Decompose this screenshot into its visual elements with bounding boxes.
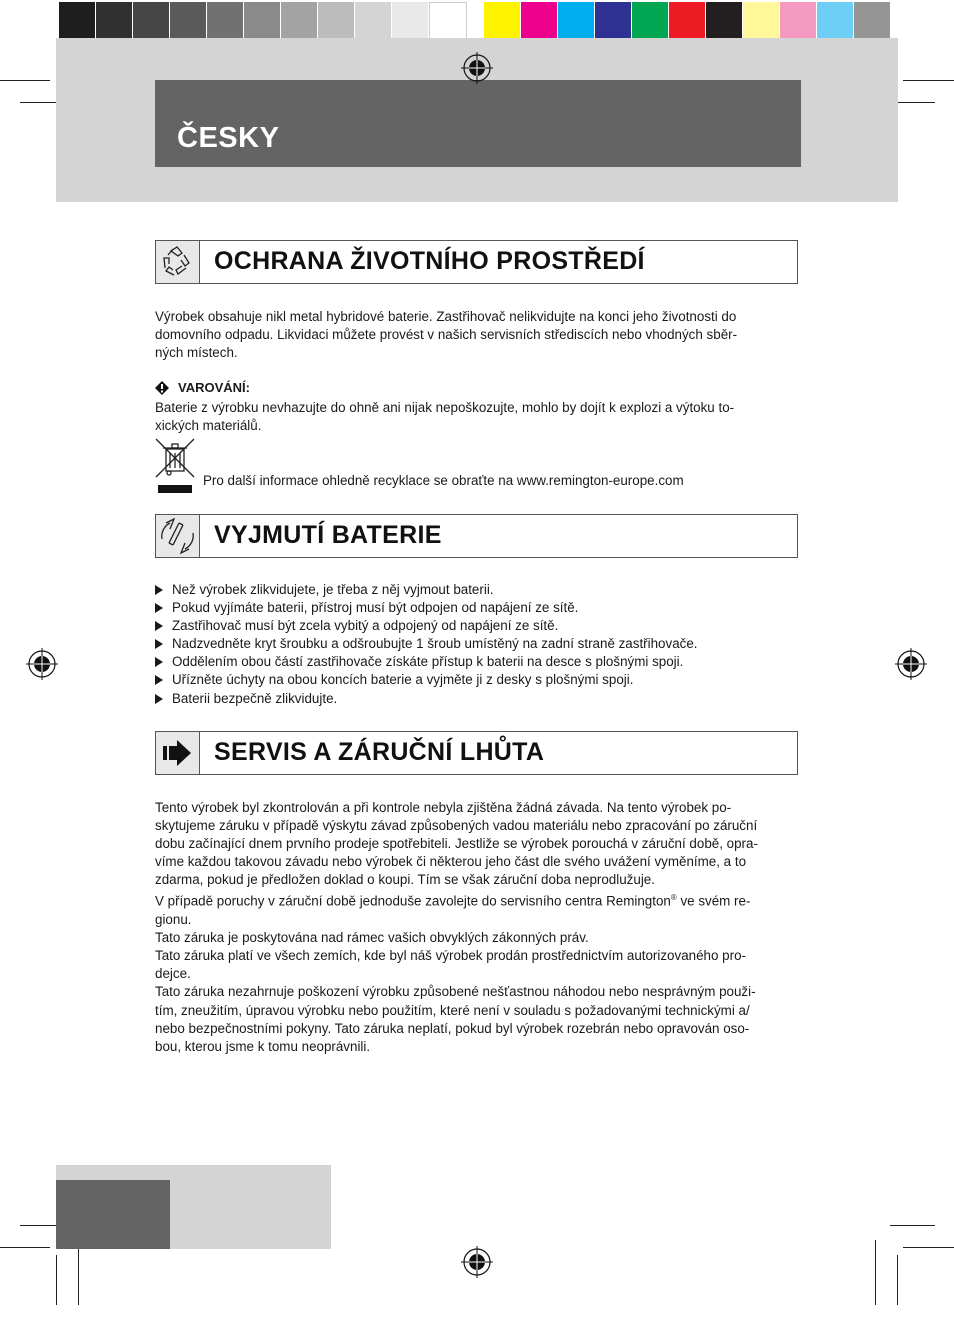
- crop-mark: [903, 1247, 954, 1248]
- bullet-arrow-icon: [155, 694, 163, 704]
- text-line: gionu.: [155, 912, 192, 928]
- list-item: [155, 581, 800, 599]
- text-line: bou, kterou jsme k tomu neoprávnili.: [155, 1038, 371, 1054]
- text-line: Baterie z výrobku nevhazujte do ohně ani nijak nepoškozujte, mohlo by dojít k explozi a výtoku to-: [155, 400, 735, 415]
- crossed-out-bin-icon: [154, 437, 196, 495]
- battery-steps-list: [155, 581, 800, 708]
- bullet-arrow-icon: [155, 639, 163, 649]
- crop-mark: [56, 1255, 57, 1305]
- crop-mark: [78, 1240, 79, 1305]
- bullet-arrow-icon: [155, 657, 163, 667]
- list-item-text: Uřízněte úchyty na obou koncích baterie a vyjměte ji z desky s plošnými spoji.: [172, 672, 634, 688]
- list-item: [155, 599, 800, 617]
- list-item-text: Oddělením obou částí zastřihovače získáte přístup k baterii na desce s plošnými spoji.: [172, 654, 684, 670]
- registration-mark-icon: [894, 647, 928, 681]
- color-swatch: [780, 2, 816, 38]
- color-swatch: [281, 2, 317, 38]
- warning-diamond-icon: [155, 381, 169, 395]
- text-line: skytujeme záruku v případě výskytu závad způsobených vadou materiálu nebo zpracování po záruční: [155, 818, 758, 834]
- registration-mark-icon: [460, 51, 494, 85]
- section-title: VYJMUTÍ BATERIE: [214, 521, 442, 549]
- warning-text: [155, 399, 800, 435]
- color-swatch: [854, 2, 890, 38]
- section-header-battery: [155, 514, 798, 558]
- section-title: OCHRANA ŽIVOTNÍHO PROSTŘEDÍ: [214, 247, 645, 275]
- crop-mark: [875, 1240, 876, 1305]
- warning-heading: [155, 380, 355, 396]
- crop-mark: [0, 80, 50, 81]
- registration-mark-icon: [460, 1245, 494, 1279]
- battery-removal-icon: [156, 515, 200, 557]
- list-item-text: Nadzvedněte kryt šroubku a odšroubujte 1 šroub umístěný na zadní straně zastřihovače.: [172, 636, 698, 652]
- list-item: [155, 690, 800, 708]
- color-swatch: [595, 2, 631, 38]
- page-number-tab: [56, 1180, 170, 1249]
- text-line: xických materiálů.: [155, 418, 262, 434]
- text-line: tím, zneužitím, úpravou výrobku nebo použitím, které není v souladu s požadovanými technickými a/: [155, 1002, 750, 1018]
- text-line: nebo bezpečnostními pokyny. Tato záruka neplatí, pokud byl výrobek rozebrán nebo opravován oso-: [155, 1020, 750, 1036]
- list-item-text: Pokud vyjímáte baterii, přístroj musí být odpojen od napájení ze sítě.: [172, 600, 579, 616]
- color-swatch: [558, 2, 594, 38]
- color-swatch: [318, 2, 354, 38]
- recycling-info: Pro další informace ohledně recyklace se obraťte na www.remington-europe.com: [203, 473, 684, 488]
- list-item: [155, 653, 800, 671]
- color-swatch: [207, 2, 243, 38]
- crop-mark: [890, 1225, 935, 1226]
- list-item-text: Než výrobek zlikvidujete, je třeba z něj vyjmout baterii.: [172, 582, 494, 597]
- section-title: SERVIS A ZÁRUČNÍ LHŮTA: [214, 738, 545, 766]
- text-line: ných místech.: [155, 345, 238, 361]
- text-line: zdarma, pokud je předložen doklad o koupi. Tím se však záruční doba neprodlužuje.: [155, 872, 655, 888]
- bullet-arrow-icon: [155, 603, 163, 613]
- color-swatch: [392, 2, 428, 38]
- color-swatch: [170, 2, 206, 38]
- arrow-right-icon: [156, 732, 200, 774]
- crop-mark: [0, 1247, 50, 1248]
- text-line: Tato záruka nezahrnuje poškození výrobku způsobené nešťastnou náhodou nebo nesprávným použi-: [155, 984, 756, 1000]
- text-line: domovního odpadu. Likvidaci můžete provést v našich servisních střediscích nebo vhodných sběr-: [155, 327, 738, 343]
- text-line: Výrobek obsahuje nikl metal hybridové baterie. Zastřihovač nelikvidujte na konci jeho životnosti do: [155, 309, 737, 324]
- list-item: [155, 635, 800, 653]
- color-swatch: [355, 2, 391, 38]
- section-header-service: [155, 731, 798, 775]
- color-swatch: [706, 2, 742, 38]
- crop-mark: [903, 80, 954, 81]
- list-item: [155, 671, 800, 689]
- text-line: Tato záruka je poskytována nad rámec vašich obvyklých zákonných práv.: [155, 930, 589, 946]
- text-line: víme každou takovou závadu nebo výrobek či některou jeho část dle svého uvážení vyměníme, a to: [155, 854, 747, 870]
- text-line: V případě poruchy v záruční době jednoduše zavolejte do servisního centra Remington® ve svém re-: [155, 893, 751, 909]
- color-swatch: [743, 2, 779, 38]
- text-line: Tato záruka platí ve všech zemích, kde byl náš výrobek prodán prostřednictvím autorizovaného pro-: [155, 948, 746, 964]
- bullet-arrow-icon: [155, 621, 163, 631]
- color-swatch: [817, 2, 853, 38]
- color-swatch: [484, 2, 520, 38]
- color-swatch: [59, 2, 95, 38]
- bullet-arrow-icon: [155, 675, 163, 685]
- color-swatch: [96, 2, 132, 38]
- list-item: [155, 617, 800, 635]
- text-line: dobu začínající dnem prvního prodeje spotřebiteli. Jestliže se výrobek porouchá v záruční době, opra-: [155, 836, 758, 852]
- service-text: [155, 799, 800, 1056]
- bullet-arrow-icon: [155, 585, 163, 595]
- color-swatch: [669, 2, 705, 38]
- language-title-bar: [155, 80, 801, 167]
- list-item-text: Zastřihovač musí být zcela vybitý a odpojený od napájení ze sítě.: [172, 618, 559, 634]
- text-line: dejce.: [155, 966, 191, 982]
- registration-mark-icon: [25, 647, 59, 681]
- warning-label: VAROVÁNÍ:: [178, 380, 250, 395]
- color-swatch: [133, 2, 169, 38]
- section-header-environment: [155, 240, 798, 284]
- color-swatch: [244, 2, 280, 38]
- color-swatch: [632, 2, 668, 38]
- color-swatch: [521, 2, 557, 38]
- environment-text: [155, 308, 800, 362]
- text-line: Tento výrobek byl zkontrolován a při kontrole nebyla zjištěna žádná závada. Na tento výrobek po-: [155, 800, 732, 815]
- recycle-icon: [156, 241, 200, 283]
- color-swatch: [429, 2, 467, 40]
- crop-mark: [897, 1255, 898, 1305]
- list-item-text: Baterii bezpečně zlikvidujte.: [172, 690, 338, 706]
- page-title: ČESKY: [177, 122, 280, 154]
